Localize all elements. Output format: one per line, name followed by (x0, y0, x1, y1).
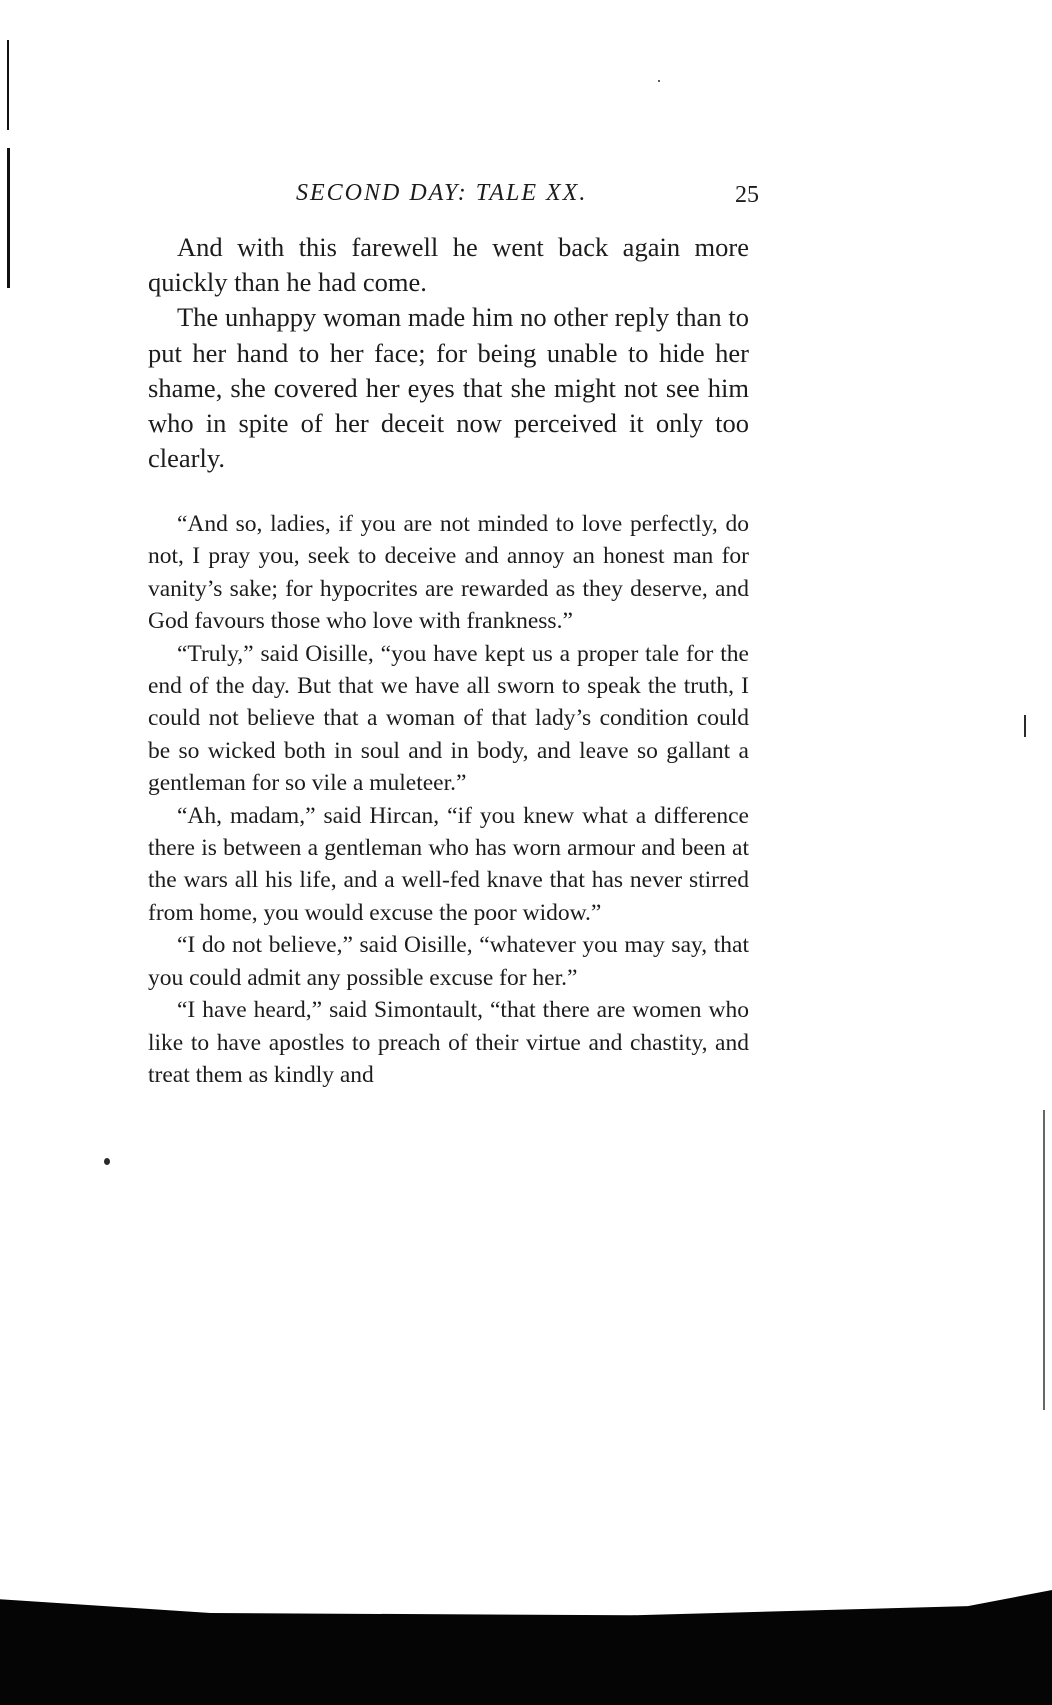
paragraph: The unhappy woman made him no other reply than to put her hand to her face; for being unable to hide her shame, she covered her eyes that she might not see him who in spite of her deceit now perceived it only too clearly. (148, 302, 749, 474)
scan-edge-mark (7, 148, 10, 288)
tale-text (148, 230, 749, 476)
paragraph: “And so, ladies, if you are not minded to love perfectly, do not, I pray you, seek to deceive and annoy an honest man for vanity’s sake; for hypocrites are rewarded as they deserve, and God favours those who love with frankness.” (148, 511, 749, 635)
paragraph: “Truly,” said Oisille, “you have kept us a proper tale for the end of the day. But that we have all sworn to speak the truth, I could not believe that a woman of that lady’s condition could be so wicked both in soul and in body, and leave so gallant a gentleman for so vile a muleteer.” (148, 640, 749, 797)
scan-speck (104, 1158, 110, 1165)
discussion-text (148, 508, 749, 1091)
paragraph: “I have heard,” said Simontault, “that there are women who like to have apostles to preach of their virtue and chastity, and treat them as kindly and (148, 997, 749, 1088)
scan-shadow-band (0, 1590, 1052, 1705)
running-title: SECOND DAY: TALE XX. (296, 180, 588, 206)
scan-edge-mark (7, 40, 9, 130)
page-number: 25 (735, 182, 759, 208)
paragraph: “I do not believe,” said Oisille, “whatever you may say, that you could admit any possible excuse for her.” (148, 932, 749, 991)
paragraph: And with this farewell he went back again more quickly than he had come. (148, 232, 749, 298)
scan-edge-mark (1043, 1110, 1045, 1410)
running-head (0, 180, 759, 214)
scan-speck (1024, 715, 1026, 737)
paragraph: “Ah, madam,” said Hircan, “if you knew what a difference there is between a gentleman who has worn armour and been at the wars all his life, and a well-fed knave that has never stirred from home, you would excuse the poor widow.” (148, 802, 749, 926)
scan-speck (658, 80, 660, 82)
